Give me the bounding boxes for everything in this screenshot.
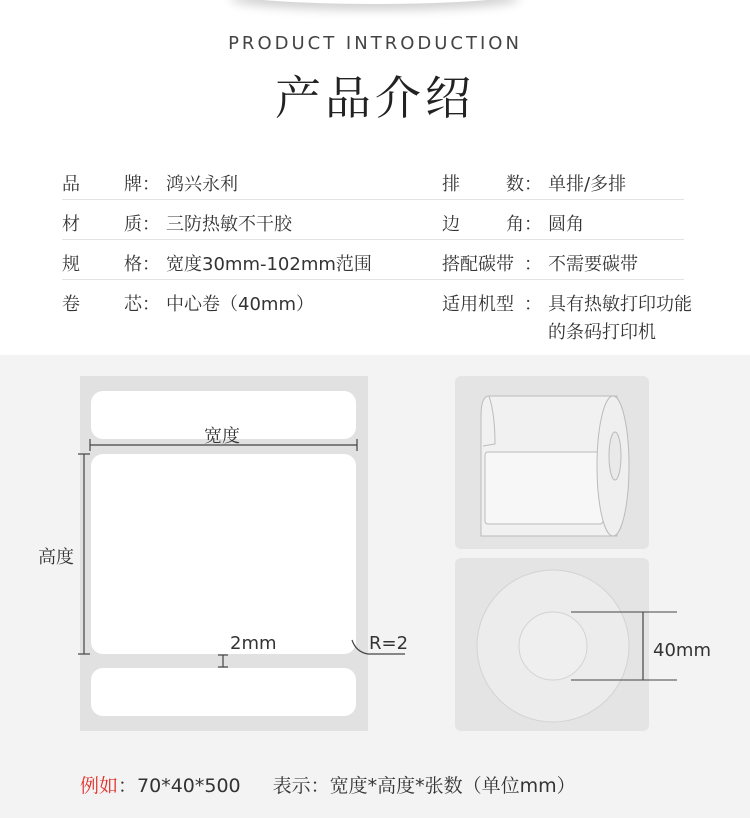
- spec-value-line2: 的条码打印机: [548, 322, 656, 343]
- gap-label: 2mm: [230, 633, 277, 654]
- spec-separator: ：: [142, 254, 160, 275]
- spec-label-char: 角: [506, 214, 524, 235]
- spec-label-char: 质: [124, 214, 142, 235]
- spec-separator: ：: [142, 294, 160, 315]
- core-size-label: 40mm: [653, 640, 711, 661]
- example-value: 70*40*500: [137, 775, 241, 797]
- spec-separator: ：: [142, 214, 160, 235]
- radius-label: R=2: [369, 633, 409, 654]
- roll-core-icon: [455, 558, 685, 731]
- spec-label: 适用机型: [442, 294, 514, 315]
- spec-label-char: 牌: [124, 174, 142, 195]
- spec-label-char: 排: [442, 174, 460, 195]
- example-separator: ：: [118, 775, 138, 797]
- spec-separator: ：: [524, 254, 542, 275]
- spec-label-char: 芯: [124, 294, 142, 315]
- label-roll-icon: [455, 376, 649, 549]
- spec-value: 宽度30mm-102mm范围: [166, 254, 372, 275]
- spec-value: 鸿兴永利: [166, 174, 238, 195]
- spec-label-char: 卷: [62, 294, 80, 315]
- example-line: [80, 771, 576, 798]
- spec-value: 具有热敏打印功能: [548, 294, 692, 315]
- spec-separator: ：: [524, 214, 542, 235]
- spec-label-char: 品: [62, 174, 80, 195]
- spec-value: 中心卷（40mm）: [166, 294, 314, 315]
- spec-value: 圆角: [548, 214, 584, 235]
- spec-value: 单排/多排: [548, 174, 627, 195]
- spec-separator: ：: [142, 174, 160, 195]
- spec-label-char: 数: [506, 174, 524, 195]
- spec-label-char: 材: [62, 214, 80, 235]
- spec-value: 不需要碳带: [548, 254, 638, 275]
- spec-value: 三防热敏不干胶: [166, 214, 292, 235]
- spec-separator: ：: [524, 174, 542, 195]
- spec-label-char: 边: [442, 214, 460, 235]
- example-prefix: 例如: [80, 775, 119, 797]
- page-title: 产品介绍: [275, 71, 475, 125]
- spec-label-char: 格: [124, 254, 142, 275]
- spec-label-char: 规: [62, 254, 80, 275]
- spec-label: 搭配碳带: [442, 254, 514, 275]
- width-label: 宽度: [204, 426, 240, 447]
- example-description: 表示：宽度*高度*张数（单位mm）: [272, 775, 576, 797]
- english-title: PRODUCT INTRODUCTION: [228, 33, 522, 54]
- height-label: 高度: [38, 547, 74, 568]
- spec-separator: ：: [524, 294, 542, 315]
